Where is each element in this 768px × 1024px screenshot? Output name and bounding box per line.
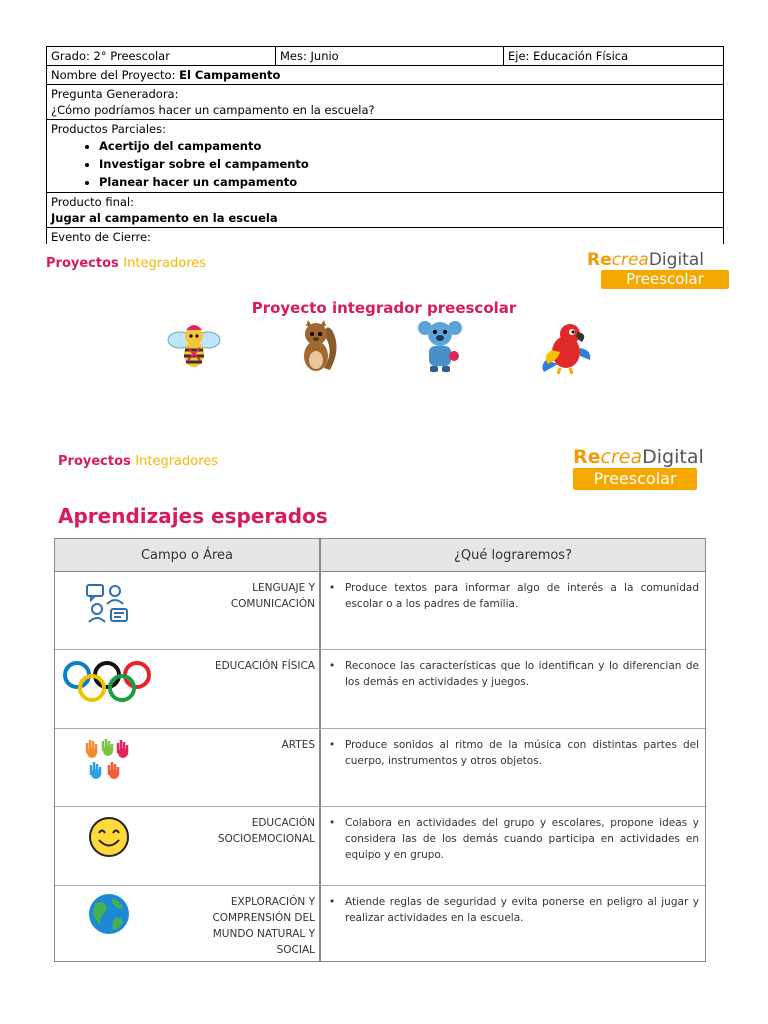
- communication-icon: [83, 582, 131, 630]
- recrea-digital-wordmark: [573, 446, 704, 468]
- list-item: • Investigar sobre el campamento: [99, 155, 719, 173]
- table-row: [55, 572, 705, 650]
- project-name-label: Nombre del Proyecto:: [51, 68, 176, 82]
- table-row: [55, 807, 705, 886]
- smiley-face-icon: [87, 815, 131, 859]
- final-product-row: [47, 193, 723, 228]
- area-cell: [55, 729, 321, 806]
- partial-products-row: [47, 120, 723, 193]
- logo-re: Re: [587, 250, 612, 270]
- squirrel-mascot: [296, 318, 342, 376]
- column-header-area: Campo o Área: [55, 539, 321, 571]
- area-name: EXPLORACIÓN Y COMPRENSIÓN DEL MUNDO NATURAL Y SOCIAL: [212, 896, 315, 956]
- partial-products-list: [51, 137, 719, 191]
- brand-proyectos-integradores: [46, 256, 206, 271]
- area-cell: [55, 807, 321, 885]
- goal-cell: • Colabora en actividades del grupo y escolares, propone ideas y considera las de los demás cuando participa en actividades en equipo y en grupo.: [329, 817, 699, 861]
- header-row: [47, 47, 723, 66]
- question-row: [47, 85, 723, 120]
- learning-table: [54, 538, 706, 962]
- logo-re: Re: [573, 446, 601, 468]
- brand-word-proyectos: Proyectos: [46, 256, 119, 271]
- logo-crea: crea: [611, 250, 649, 270]
- goal-text: Atiende reglas de seguridad y evita ponerse en peligro al jugar y realizar actividades en la escuela.: [345, 896, 699, 924]
- brand-word-proyectos: Proyectos: [58, 454, 131, 469]
- goal-cell: • Atiende reglas de seguridad y evita ponerse en peligro al jugar y realizar actividades en la escuela.: [329, 896, 699, 924]
- grade-cell: Grado: 2° Preescolar: [47, 47, 276, 65]
- area-cell: [55, 886, 321, 961]
- project-title: Proyecto integrador preescolar: [251, 299, 517, 317]
- final-product-value: Jugar al campamento en la escuela: [51, 211, 278, 225]
- logo-digital: Digital: [648, 250, 704, 270]
- closing-event-row: [47, 228, 723, 244]
- closing-event-label: Evento de Cierre:: [51, 230, 151, 244]
- project-name-row: [47, 66, 723, 85]
- brand-word-integradores: Integradores: [123, 256, 207, 271]
- question-label: Pregunta Generadora:: [51, 87, 179, 101]
- area-name: EDUCACIÓN SOCIOEMOCIONAL: [217, 817, 315, 845]
- area-name: LENGUAJE Y COMUNICACIÓN: [230, 582, 315, 610]
- olympic-rings-icon: [61, 660, 153, 704]
- area-name: EDUCACIÓN FÍSICA: [214, 660, 315, 672]
- logo-digital: Digital: [642, 446, 704, 468]
- axis-cell: Eje: Educación Física: [508, 49, 629, 63]
- parrot-mascot: [538, 320, 596, 376]
- table-row: [55, 729, 705, 807]
- table-row: [55, 650, 705, 729]
- goal-cell: • Produce sonidos al ritmo de la música con distintas partes del cuerpo, instrumentos y otros objetos.: [329, 739, 699, 767]
- column-header-goals: ¿Qué lograremos?: [454, 547, 572, 563]
- painted-hands-icon: [83, 737, 131, 781]
- area-name: ARTES: [281, 739, 315, 751]
- goal-cell: • Reconoce las características que lo identifican y lo diferencian de los demás en actividades y juegos.: [329, 660, 699, 688]
- goal-cell: • Produce textos para informar algo de interés a la comunidad escolar o a los padres de familia.: [329, 582, 699, 610]
- table-row: [55, 886, 705, 961]
- month-cell: Mes: Junio: [276, 47, 504, 65]
- area-cell: [55, 650, 321, 728]
- question-value: ¿Cómo podríamos hacer un campamento en la escuela?: [51, 103, 375, 117]
- brand-word-integradores: Integradores: [135, 454, 219, 469]
- goal-text: Produce sonidos al ritmo de la música con distintas partes del cuerpo, instrumentos y otros objetos.: [345, 739, 699, 767]
- goal-text: Reconoce las características que lo identifican y lo diferencian de los demás en actividades y juegos.: [345, 660, 699, 688]
- planning-table: [46, 46, 724, 244]
- area-cell: [55, 572, 321, 649]
- list-item: • Planear hacer un campamento: [99, 173, 719, 191]
- project-name-value: El Campamento: [179, 68, 281, 82]
- brand-proyectos-integradores-2: [58, 454, 218, 469]
- goal-text: Colabora en actividades del grupo y escolares, propone ideas y considera las de los demás cuando participa en actividades en equipo y en grupo.: [345, 817, 699, 861]
- globe-icon: [87, 892, 131, 936]
- recrea-digital-logo-2: [573, 446, 704, 490]
- preescolar-badge: Preescolar: [573, 468, 697, 490]
- partial-products-label: Productos Parciales:: [51, 122, 166, 136]
- recrea-digital-wordmark: [587, 250, 729, 270]
- bee-mascot: [166, 318, 222, 374]
- section-title: Aprendizajes esperados: [58, 504, 328, 528]
- recrea-digital-logo: [587, 250, 729, 289]
- goal-text: Produce textos para informar algo de interés a la comunidad escolar o a los padres de familia.: [345, 582, 699, 610]
- final-product-label: Producto final:: [51, 195, 135, 209]
- list-item: • Acertijo del campamento: [99, 137, 719, 155]
- table-header: [55, 539, 705, 572]
- preescolar-badge: Preescolar: [601, 270, 729, 289]
- koala-mascot: [416, 318, 464, 374]
- logo-crea: crea: [600, 446, 643, 468]
